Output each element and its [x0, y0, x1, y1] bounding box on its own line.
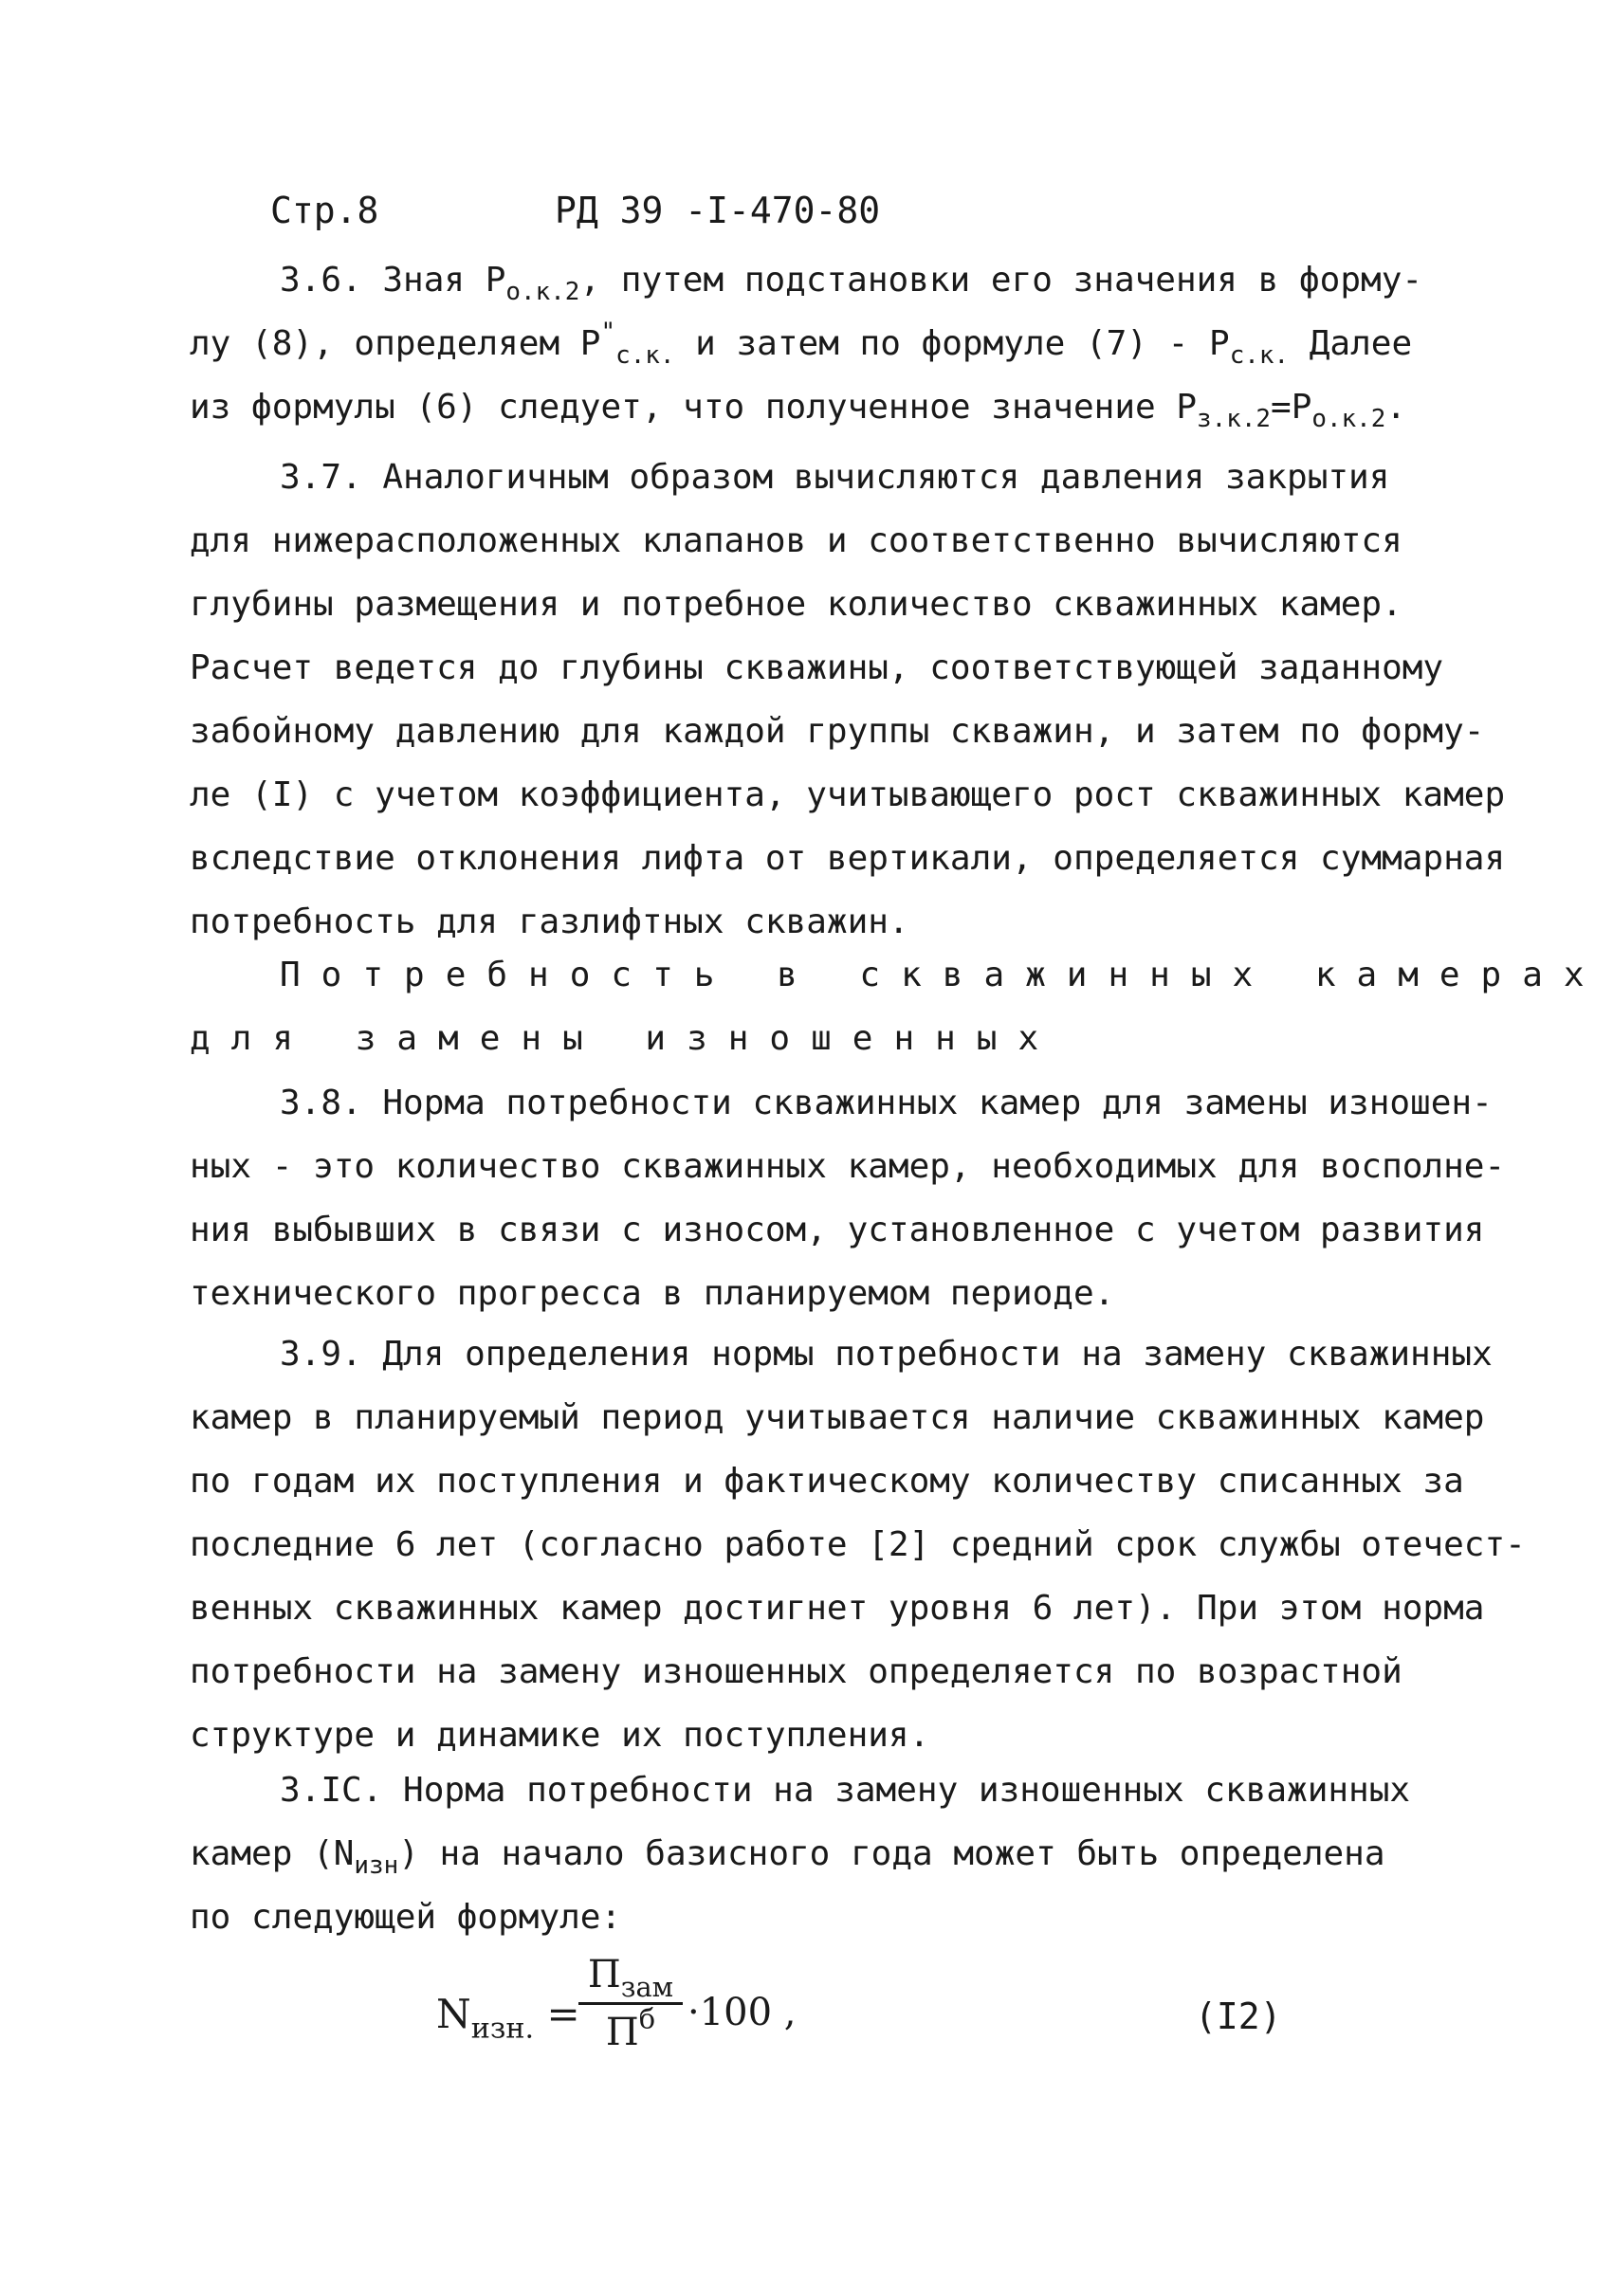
text-line: последние 6 лет (согласно работе [2] средний срок службы отечест- — [190, 1525, 1526, 1564]
text-line: 3.9. Для определения нормы потребности на замену скважинных — [280, 1335, 1493, 1374]
text-line: Расчет ведется до глубины скважины, соответствующей заданному — [190, 648, 1444, 687]
text-line: из формулы (6) следует, что полученное значение $Р_{з.к.2}=Р_{о.к.2}$. — [190, 388, 1407, 434]
text-line: глубины размещения и потребное количество скважинных камер. — [190, 585, 1402, 624]
paragraph-3-6 — [190, 248, 1422, 439]
text-line: забойному давлению для каждой группы скважин, и затем по форму- — [190, 712, 1485, 751]
text-line: лу (8), определяем $Р^"_{с.к.}$ и затем по формуле $(7) - Р_{с.к.}$ Далее — [190, 318, 1413, 371]
text-line: ния выбывших в связи с износом, установленное с учетом развития — [190, 1211, 1485, 1249]
text-line: по годам их поступления и фактическому количеству списанных за — [190, 1462, 1464, 1501]
section-title — [190, 943, 1605, 1070]
text-line: камер $(N_{изн})$ на начало базисного года может быть определена — [190, 1834, 1385, 1881]
text-line: 3.6. Зная $Р_{о.к.2}$, путем подстановки его значения в форму- — [280, 261, 1423, 307]
text-line: 3.7. Аналогичным образом вычисляются давления закрытия — [280, 458, 1390, 497]
formula-fraction — [578, 1953, 683, 2054]
formula-12 — [436, 1943, 1290, 2076]
formula-multiplier: ·100 , — [687, 1991, 797, 2034]
text-line: структуре и динамике их поступления. — [190, 1716, 930, 1755]
text-line: 3.IС. Норма потребности на замену изношенных скважинных — [280, 1771, 1411, 1810]
section-title-line: Потребность в скважинных камерах — [280, 956, 1605, 994]
section-title-line: для замены изношенных — [190, 1019, 1060, 1058]
text-line: потребность для газлифтных скважин. — [190, 902, 909, 941]
text-line: по следующей формуле: — [190, 1898, 622, 1937]
formula-lhs: $N_{изн.}$ = — [436, 1991, 580, 2046]
formula-denominator: $П^б$ — [605, 2002, 656, 2054]
text-line: вследствие отклонения лифта от вертикали, определяется суммарная — [190, 839, 1506, 878]
paragraph-3-9 — [190, 1322, 1526, 1767]
formula-numerator: $П_{зам}$ — [587, 1953, 674, 2004]
text-line: венных скважинных камер достигнет уровня 6 лет). При этом норма — [190, 1589, 1485, 1628]
text-line: ных - это количество скважинных камер, необходимых для восполне- — [190, 1147, 1506, 1186]
text-line: ле (I) с учетом коэффициента, учитывающего рост скважинных камер — [190, 775, 1506, 814]
text-line: потребности на замену изношенных определяется по возрастной — [190, 1652, 1402, 1691]
text-line: технического прогресса в планируемом периоде. — [190, 1274, 1115, 1313]
paragraph-3-8 — [190, 1071, 1506, 1325]
text-line: камер в планируемый период учитывается наличие скважинных камер — [190, 1398, 1485, 1437]
page-label: Стр.8 — [270, 190, 379, 231]
text-line: 3.8. Норма потребности скважинных камер для замены изношен- — [280, 1084, 1493, 1122]
paragraph-3-7 — [190, 446, 1506, 954]
text-line: для нижерасположенных клапанов и соответственно вычисляются — [190, 521, 1402, 560]
paragraph-3-10 — [190, 1758, 1422, 1949]
document-code: РД 39 -I-470-80 — [555, 190, 881, 231]
page-header — [270, 190, 881, 231]
formula-number: (I2) — [1195, 1995, 1282, 2037]
